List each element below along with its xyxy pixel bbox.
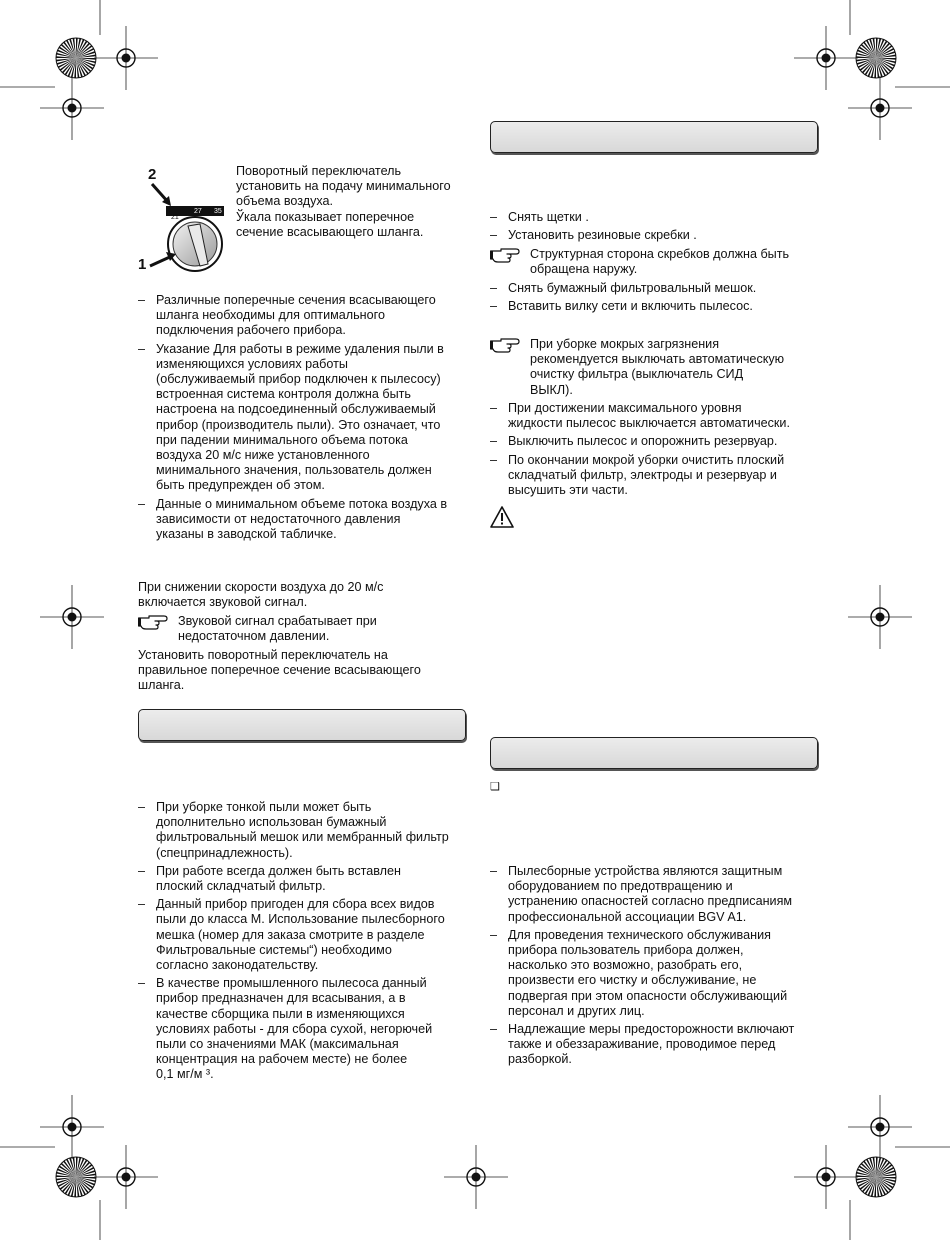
text-line: обращена наружу. <box>530 262 638 277</box>
dial-illustration <box>138 166 228 276</box>
text-line: качестве сборщика пыли в изменяющихся <box>156 1006 405 1021</box>
list-item <box>138 976 468 1082</box>
text-line: произвести его чистку и обслуживание, не <box>508 973 757 988</box>
list-item <box>138 293 468 339</box>
text-line: Фильтровальные системы“) необходимо <box>156 942 392 957</box>
text-line: Установить поворотный переключатель на <box>138 648 388 662</box>
list-dash: – <box>138 293 146 307</box>
text-line: (обслуживаемый прибор подключен к пылесосу) <box>156 372 441 387</box>
text-line: минимального значения, пользователь должен <box>156 463 432 478</box>
list-item <box>138 342 468 494</box>
text-line: встроенная система контроля должна быть <box>156 387 411 402</box>
left-list-settings <box>138 293 468 545</box>
text-line: Поворотный переключатель <box>236 164 402 178</box>
text-line: Данный прибор пригоден для сбора всех видов <box>156 897 435 912</box>
list-item <box>138 800 468 861</box>
text-line: При уборке мокрых загрязнения <box>530 337 720 351</box>
note-block <box>490 247 820 277</box>
scraper-note <box>490 247 820 280</box>
signal-note <box>138 614 468 647</box>
list-dash: – <box>138 897 146 912</box>
text-line: рекомендуется выключать автоматическую <box>530 352 785 367</box>
text-line: условиях работы - для сбора сухой, негорючей <box>156 1021 433 1036</box>
text-line: включается звуковой сигнал. <box>138 595 308 610</box>
section-header-box-left <box>138 709 466 741</box>
text-line: быть предупрежден об этом. <box>156 478 325 493</box>
text-line: устранению опасностей согласно предписаниям <box>508 894 793 909</box>
pointing-hand-icon <box>490 337 520 353</box>
text-line: В качестве промышленного пылесоса данный <box>156 976 427 991</box>
list-dash: – <box>490 281 498 295</box>
list-dash: – <box>490 927 498 942</box>
text-line: пыли со значениями МАК (максимальная <box>156 1037 399 1052</box>
left-list-filters <box>138 800 468 1086</box>
text-line: воздуха 20 м/с ниже установленного <box>156 448 370 463</box>
note-block <box>138 614 468 644</box>
text-line: прибор (производитель пыли). Это означает, что <box>156 417 441 432</box>
dial-scale-mid: 27 <box>194 208 202 215</box>
dial-callout-2: 2 <box>148 166 157 183</box>
signal-paragraph <box>138 580 468 610</box>
text-line: пыли до класса М. Использование пылесборного <box>156 912 445 927</box>
text-line: По окончании мокрой уборки очистить плоский <box>508 452 785 467</box>
list-dash: – <box>490 452 498 467</box>
list-dash: – <box>138 863 146 878</box>
text-line: При работе всегда должен быть вставлен <box>156 863 401 878</box>
text-line: 0,1 мг/м ³. <box>156 1067 214 1082</box>
text-line: указаны в заводской табличке. <box>156 527 337 542</box>
list-item <box>490 928 820 1019</box>
list-dash: – <box>138 976 146 991</box>
text-line: Вставить вилку сети и включить пылесос. <box>508 299 753 314</box>
dial-scale-min: 21 <box>171 214 179 221</box>
right-list-brushes <box>490 210 820 246</box>
text-line: Пылесборные устройства являются защитным <box>508 864 783 878</box>
text-line: прибора пользователь прибора должен, <box>508 943 744 958</box>
text-line: Ўкала показывает поперечное <box>236 209 415 224</box>
section-header-box-bottom-right <box>490 737 818 769</box>
note-block <box>490 337 820 398</box>
list-item <box>490 401 820 431</box>
right-list-maintenance <box>490 864 820 1071</box>
checkbox-symbol: ❑ <box>490 781 500 793</box>
text-line: шланга. <box>138 678 185 693</box>
list-item <box>490 281 820 296</box>
list-item <box>490 228 820 243</box>
warning-icon <box>490 506 514 528</box>
text-line: согласно законодательству. <box>156 958 319 973</box>
list-dash: – <box>138 341 146 356</box>
text-line: объема воздуха. <box>236 194 334 209</box>
list-dash: – <box>138 800 146 814</box>
list-item <box>490 1022 820 1068</box>
text-line: подвергая при этом опасности обслуживающий <box>508 988 788 1003</box>
list-item <box>490 210 820 225</box>
text-line: При снижении скорости воздуха до 20 м/с <box>138 580 384 594</box>
list-dash: – <box>490 434 498 449</box>
list-item <box>490 864 820 925</box>
text-line: Указание Для работы в режиме удаления пыли в <box>156 341 444 356</box>
text-line: Снять щетки . <box>508 210 589 224</box>
text-line: насколько это возможно, разобрать его, <box>508 958 743 973</box>
dial-callout-1: 1 <box>138 256 147 273</box>
list-dash: – <box>138 496 146 511</box>
text-line: Данные о минимальном объеме потока воздуха в <box>156 496 448 511</box>
text-line: Различные поперечные сечения всасывающего <box>156 293 436 307</box>
text-line: Надлежащие меры предосторожности включают <box>508 1022 795 1037</box>
text-line: Снять бумажный фильтровальный мешок. <box>508 281 757 295</box>
list-dash: – <box>490 228 498 243</box>
text-line: высушить эти части. <box>508 483 628 498</box>
text-line: оборудованием по предотвращению и <box>508 879 733 894</box>
text-line: складчатый фильтр, электроды и резервуар и <box>508 467 777 482</box>
pointing-hand-icon <box>490 247 520 263</box>
list-item <box>490 299 820 314</box>
text-line: при падении минимального объема потока <box>156 432 408 447</box>
text-line: концентрация на рабочем месте) не более <box>156 1052 408 1067</box>
pointing-hand-icon <box>138 614 168 630</box>
list-dash: – <box>490 1022 498 1037</box>
text-line: Установить резиновые скребки . <box>508 228 697 243</box>
wet-cleaning-note <box>490 337 820 401</box>
text-line: недостаточном давлении. <box>178 629 330 644</box>
text-line: плоский складчатый фильтр. <box>156 879 326 894</box>
dial-scale-max: 35 <box>214 208 222 215</box>
set-switch-paragraph <box>138 648 468 694</box>
text-line: При достижении максимального уровня <box>508 401 742 415</box>
list-item <box>138 497 468 543</box>
text-line: персонал и других лиц. <box>508 1003 645 1018</box>
list-dash: – <box>490 401 498 415</box>
text-line: настроена на подсоединенный обслуживаемый <box>156 402 436 417</box>
text-line: жидкости пылесос выключается автоматически. <box>508 416 790 431</box>
text-line: Структурная сторона скребков должна быть <box>530 247 790 261</box>
text-line: фильтровальный мешок или мембранный фильтр <box>156 830 449 845</box>
text-line: очистку фильтра (выключатель СИД <box>530 367 744 382</box>
text-line: прибор предназначен для всасывания, а в <box>156 991 406 1006</box>
text-line: (спецпринадлежность). <box>156 845 293 860</box>
right-list-bag <box>490 281 820 317</box>
text-line: изменяющихся условиях работы <box>156 356 348 371</box>
text-line: ВЫКЛ). <box>530 382 573 397</box>
text-line: зависимости от недостаточного давления <box>156 511 401 526</box>
text-line: мешка (номер для заказа смотрите в разделе <box>156 927 425 942</box>
text-line: шланга необходимы для оптимального <box>156 308 385 323</box>
text-line: установить на подачу минимального <box>236 179 451 194</box>
text-line: также и обеззараживание, проводимое перед <box>508 1037 776 1052</box>
text-line: Выключить пылесос и опорожнить резервуар. <box>508 434 778 449</box>
list-item <box>490 434 820 449</box>
text-line: сечение всасывающего шланга. <box>236 224 424 239</box>
text-line: Для проведения технического обслуживания <box>508 927 771 942</box>
text-line: подключения рабочего прибора. <box>156 323 346 338</box>
list-item <box>138 864 468 894</box>
list-item <box>490 453 820 499</box>
list-dash: – <box>490 864 498 878</box>
list-dash: – <box>490 210 498 224</box>
text-line: дополнительно использован бумажный <box>156 815 387 830</box>
dial-description <box>236 164 466 240</box>
text-line: профессиональной ассоциации BGV A1. <box>508 909 747 924</box>
text-line: При уборке тонкой пыли может быть <box>156 800 372 814</box>
right-list-wet <box>490 401 820 501</box>
section-header-box-top-right <box>490 121 818 153</box>
list-item <box>138 897 468 973</box>
text-line: разборкой. <box>508 1052 572 1067</box>
text-line: Звуковой сигнал срабатывает при <box>178 614 377 628</box>
list-dash: – <box>490 299 498 314</box>
text-line: правильное поперечное сечение всасывающего <box>138 663 421 678</box>
